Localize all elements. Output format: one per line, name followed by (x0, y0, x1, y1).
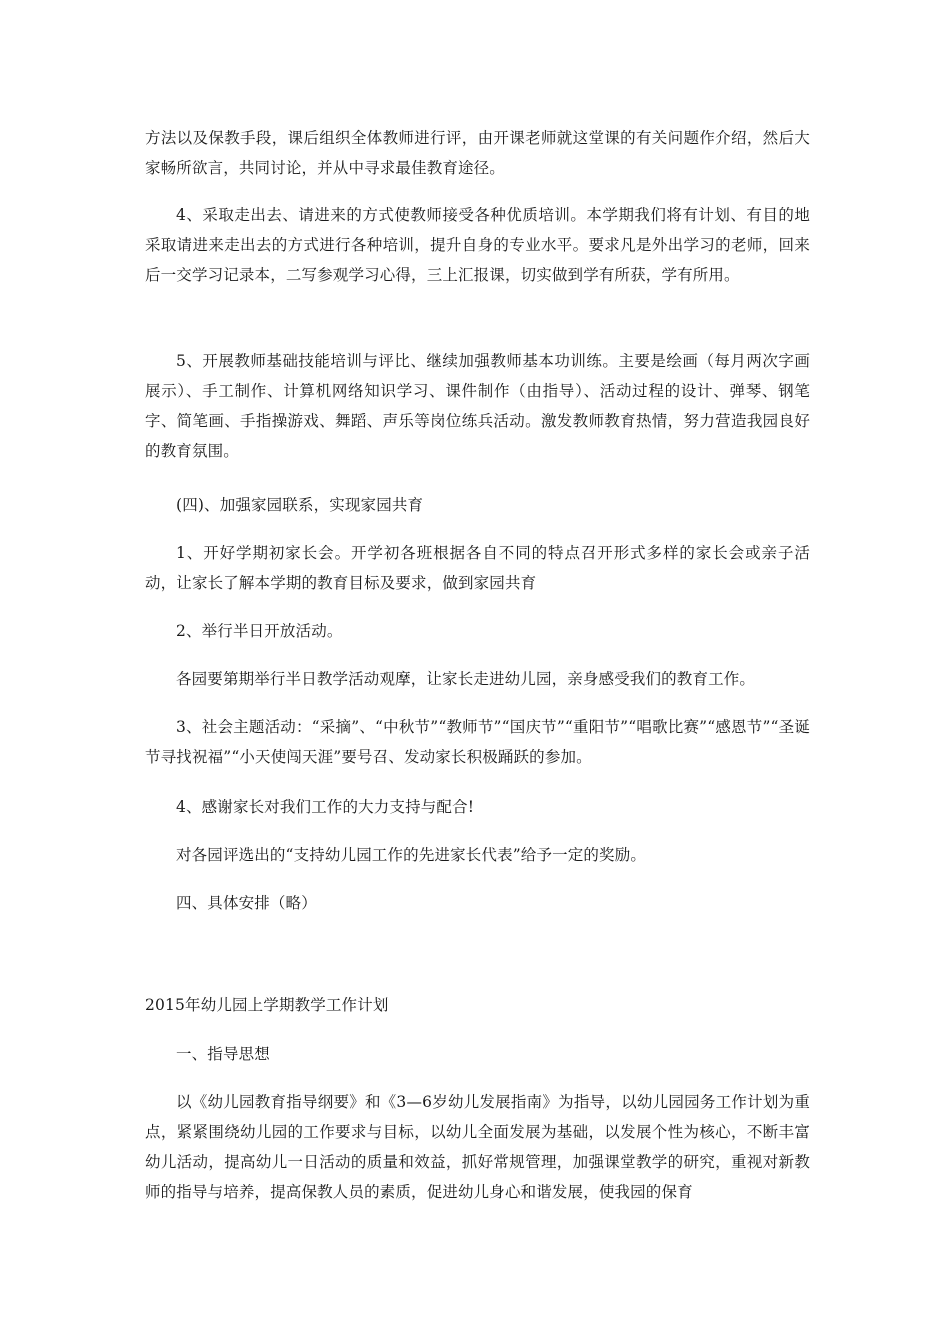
paragraph-theme-activities: 3、社会主题活动：“采摘”、“中秋节”“教师节”“国庆节”“重阳节”“唱歌比赛”“感恩节”“圣诞节寻找祝福”“小天使闯天涯”要号召、发动家长积极踊跃的参加。 (145, 718, 810, 766)
paragraph-teaching-methods-continuation: 方法以及保教手段，课后组织全体教师进行评，由开课老师就这堂课的有关问题作介绍，然后大家畅所欲言，共同讨论，并从中寻求最佳教育途径。 (145, 129, 810, 177)
paragraph-parent-meeting: 1、开好学期初家长会。开学初各班根据各自不同的特点召开形式多样的家长会或亲子活动，让家长了解本学期的教育目标及要求，做到家园共育 (145, 544, 810, 592)
document-title-2015-plan: 2015年幼儿园上学期教学工作计划 (145, 996, 389, 1014)
section-heading-guiding-ideology: 一、指导思想 (176, 1045, 270, 1063)
section-heading-home-school: (四)、加强家园联系，实现家园共育 (176, 496, 424, 514)
paragraph-item-4-training: 4、采取走出去、请进来的方式使教师接受各种优质培训。本学期我们将有计划、有目的地采取请进来走出去的方式进行各种培训，提升自身的专业水平。要求凡是外出学习的老师，回来后一交学习记录本，二写参观学习心得，三上汇报课，切实做到学有所获，学有所用。 (145, 206, 810, 284)
paragraph-parent-award: 对各园评选出的“支持幼儿园工作的先进家长代表”给予一定的奖励。 (176, 846, 647, 864)
section-heading-schedule: 四、具体安排（略） (176, 894, 317, 912)
paragraph-item-5-skills: 5、开展教师基础技能培训与评比、继续加强教师基本功训练。主要是绘画（每月两次字画展示）、手工制作、计算机网络知识学习、课件制作（由指导）、活动过程的设计、弹琴、钢笔字、简笔画、手指操游戏、舞蹈、声乐等岗位练兵活动。激发教师教育热情，努力营造我园良好的教育氛围。 (145, 352, 810, 460)
paragraph-open-day: 2、举行半日开放活动。 (176, 622, 343, 640)
paragraph-guiding-ideology: 以《幼儿园教育指导纲要》和《3—6岁幼儿发展指南》为指导，以幼儿园园务工作计划为重点，紧紧围绕幼儿园的工作要求与目标，以幼儿全面发展为基础，以发展个性为核心，不断丰富幼儿活动，提高幼儿一日活动的质量和效益，抓好常规管理，加强课堂教学的研究，重视对新教师的指导与培养，提高保教人员的素质，促进幼儿身心和谐发展，使我园的保育 (145, 1093, 810, 1201)
paragraph-thanks-parents: 4、感谢家长对我们工作的大力支持与配合! (176, 798, 475, 816)
paragraph-observation: 各园要第期举行半日教学活动观摩，让家长走进幼儿园，亲身感受我们的教育工作。 (176, 670, 756, 688)
